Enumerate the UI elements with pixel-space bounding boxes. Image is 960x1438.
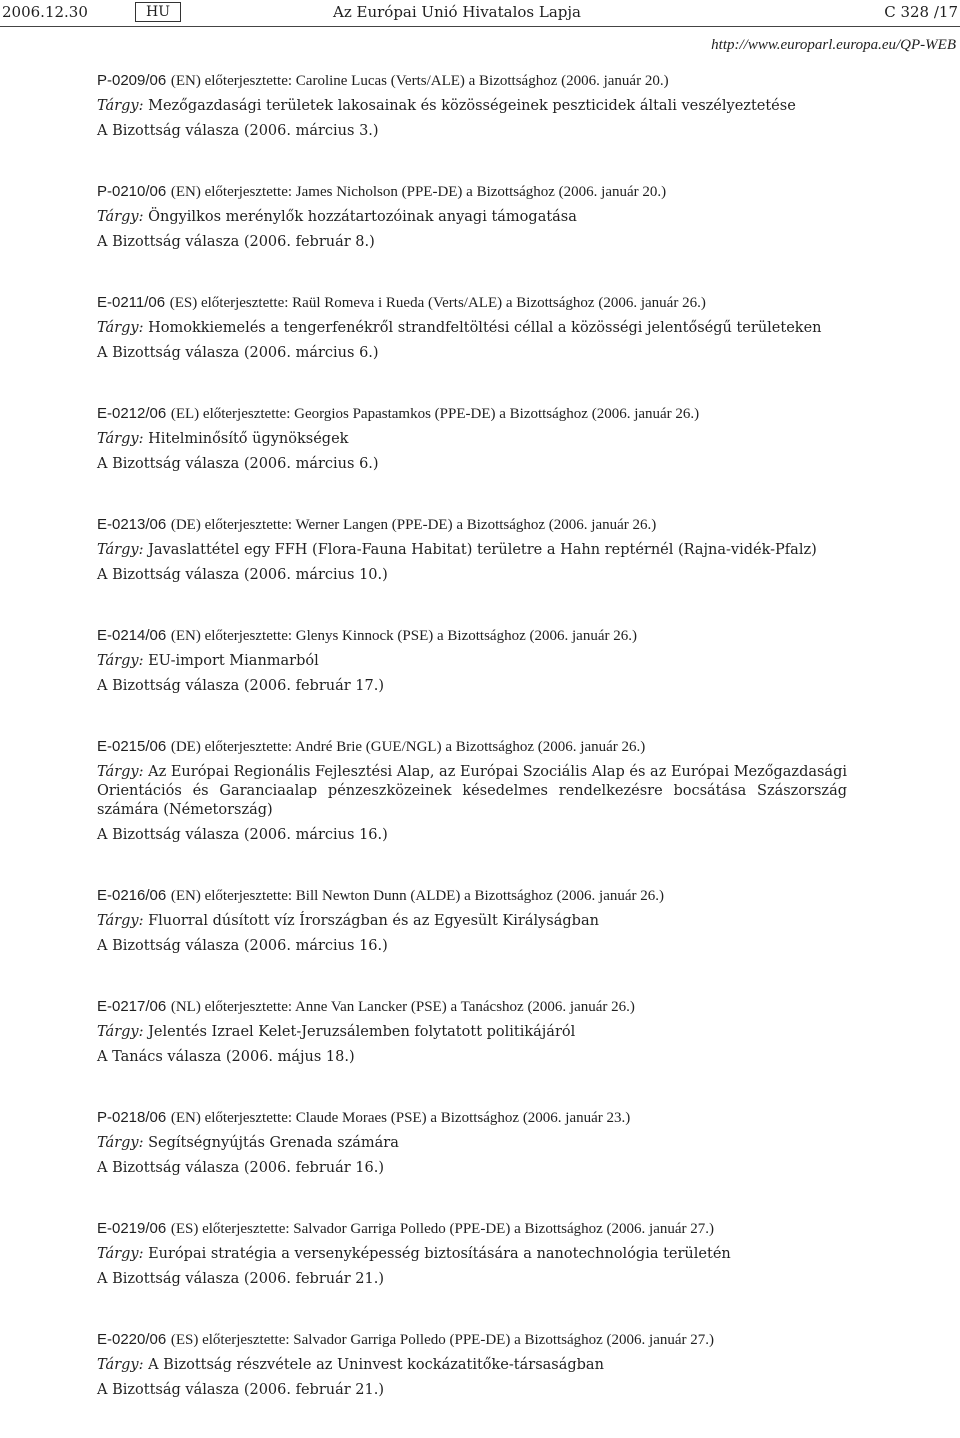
question-author: (ES) előterjesztette: Salvador Garriga Polledo (PPE-DE) a Bizottsághoz (2006. január 27.) xyxy=(170,1221,715,1237)
question-ref: E-0211/06 xyxy=(97,294,166,311)
question-entry xyxy=(97,512,847,588)
question-entry xyxy=(97,68,847,144)
question-author: (DE) előterjesztette: Werner Langen (PPE-DE) a Bizottsághoz (2006. január 26.) xyxy=(170,517,657,533)
subject-text: Jelentés Izrael Kelet-Jeruzsálemben folytatott politikájáról xyxy=(148,1024,576,1040)
question-ref: P-0218/06 xyxy=(97,1109,167,1126)
answer-line: A Bizottság válasza (2006. február 17.) xyxy=(97,678,385,694)
question-entry xyxy=(97,1327,847,1403)
subject-label: Tárgy: xyxy=(97,913,144,929)
subject-label: Tárgy: xyxy=(97,431,144,447)
answer-line: A Bizottság válasza (2006. február 8.) xyxy=(97,234,375,250)
answer-line: A Bizottság válasza (2006. március 16.) xyxy=(97,827,388,843)
subject-label: Tárgy: xyxy=(97,320,144,336)
question-header xyxy=(97,512,847,538)
question-subject xyxy=(97,316,847,341)
answer-line: A Bizottság válasza (2006. március 16.) xyxy=(97,938,388,954)
question-entry xyxy=(97,401,847,477)
answer-line: A Bizottság válasza (2006. február 21.) xyxy=(97,1382,385,1398)
subject-text: Javaslattétel egy FFH (Flora-Fauna Habitat) területre a Hahn reptérnél (Rajna-vidék-Pfalz) xyxy=(148,542,817,558)
answer-line: A Bizottság válasza (2006. február 21.) xyxy=(97,1271,385,1287)
question-ref: E-0220/06 xyxy=(97,1331,167,1348)
question-header xyxy=(97,1216,847,1242)
question-ref: E-0215/06 xyxy=(97,738,167,755)
question-header xyxy=(97,1327,847,1353)
question-header xyxy=(97,623,847,649)
subject-label: Tárgy: xyxy=(97,1357,144,1373)
header-rule xyxy=(0,26,960,27)
language-code-box: HU xyxy=(135,2,181,22)
journal-title: Az Európai Unió Hivatalos Lapja xyxy=(333,3,581,21)
question-entry xyxy=(97,290,847,366)
publication-date: 2006.12.30 xyxy=(2,3,88,21)
question-subject xyxy=(97,205,847,230)
subject-text: Mezőgazdasági területek lakosainak és közösségeinek peszticidek általi veszélyeztetése xyxy=(148,98,796,114)
question-ref: E-0217/06 xyxy=(97,998,167,1015)
question-ref: E-0214/06 xyxy=(97,627,167,644)
subject-label: Tárgy: xyxy=(97,1024,144,1040)
question-ref: E-0216/06 xyxy=(97,887,167,904)
question-author: (NL) előterjesztette: Anne Van Lancker (PSE) a Tanácshoz (2006. január 26.) xyxy=(170,999,635,1015)
question-header xyxy=(97,179,847,205)
question-entry xyxy=(97,734,847,848)
question-entry xyxy=(97,1105,847,1181)
question-author: (EN) előterjesztette: Glenys Kinnock (PSE) a Bizottsághoz (2006. január 26.) xyxy=(170,628,637,644)
question-subject xyxy=(97,94,847,119)
question-author: (EN) előterjesztette: James Nicholson (PPE-DE) a Bizottsághoz (2006. január 20.) xyxy=(170,184,667,200)
question-header xyxy=(97,68,847,94)
question-header xyxy=(97,994,847,1020)
question-header xyxy=(97,1105,847,1131)
question-subject xyxy=(97,909,847,934)
answer-line: A Bizottság válasza (2006. március 10.) xyxy=(97,567,388,583)
question-ref: P-0209/06 xyxy=(97,72,167,89)
question-header xyxy=(97,290,847,316)
question-author: (EL) előterjesztette: Georgios Papastamkos (PPE-DE) a Bizottsághoz (2006. január 26.) xyxy=(170,406,700,422)
question-entry xyxy=(97,623,847,699)
question-entry xyxy=(97,1216,847,1292)
question-ref: E-0213/06 xyxy=(97,516,167,533)
question-entry xyxy=(97,179,847,255)
answer-line: A Tanács válasza (2006. május 18.) xyxy=(97,1049,355,1065)
answer-line: A Bizottság válasza (2006. március 6.) xyxy=(97,345,379,361)
question-header xyxy=(97,734,847,760)
subject-label: Tárgy: xyxy=(97,653,144,669)
subject-label: Tárgy: xyxy=(97,764,144,780)
subject-label: Tárgy: xyxy=(97,542,144,558)
subject-label: Tárgy: xyxy=(97,1135,144,1151)
question-subject xyxy=(97,538,847,563)
subject-text: Segítségnyújtás Grenada számára xyxy=(148,1135,399,1151)
question-author: (EN) előterjesztette: Claude Moraes (PSE) a Bizottsághoz (2006. január 23.) xyxy=(170,1110,631,1126)
question-subject xyxy=(97,1131,847,1156)
question-author: (ES) előterjesztette: Salvador Garriga Polledo (PPE-DE) a Bizottsághoz (2006. január 27.) xyxy=(170,1332,715,1348)
subject-text: Homokkiemelés a tengerfenékről strandfeltöltési céllal a közösségi jelentőségű területeken xyxy=(148,320,822,336)
question-subject xyxy=(97,760,847,823)
question-list xyxy=(97,68,847,1438)
subject-label: Tárgy: xyxy=(97,1246,144,1262)
page-reference: C 328 /17 xyxy=(884,3,958,21)
question-header xyxy=(97,401,847,427)
question-author: (DE) előterjesztette: André Brie (GUE/NGL) a Bizottsághoz (2006. január 26.) xyxy=(170,739,646,755)
question-ref: E-0212/06 xyxy=(97,405,167,422)
question-author: (EN) előterjesztette: Caroline Lucas (Verts/ALE) a Bizottsághoz (2006. január 20.) xyxy=(170,73,669,89)
subject-text: EU-import Mianmarból xyxy=(148,653,319,669)
question-entry xyxy=(97,994,847,1070)
question-author: (EN) előterjesztette: Bill Newton Dunn (ALDE) a Bizottsághoz (2006. január 26.) xyxy=(170,888,665,904)
answer-line: A Bizottság válasza (2006. március 6.) xyxy=(97,456,379,472)
question-subject xyxy=(97,1242,847,1267)
question-ref: E-0219/06 xyxy=(97,1220,167,1237)
question-subject xyxy=(97,427,847,452)
question-author: (ES) előterjesztette: Raül Romeva i Rueda (Verts/ALE) a Bizottsághoz (2006. január 26.) xyxy=(169,295,706,311)
subject-text: Hitelminősítő ügynökségek xyxy=(148,431,349,447)
question-subject xyxy=(97,1020,847,1045)
page-header xyxy=(0,0,960,30)
answer-line: A Bizottság válasza (2006. március 3.) xyxy=(97,123,379,139)
source-url[interactable]: http://www.europarl.europa.eu/QP-WEB xyxy=(711,37,956,53)
subject-label: Tárgy: xyxy=(97,209,144,225)
subject-text: Az Európai Regionális Fejlesztési Alap, az Európai Szociális Alap és az Európai Mezőgazdasági Orientációs és Garanciaalap pénzeszközeinek késedelmes rendelkezésre bocsátása Szászország számára (Németország) xyxy=(97,764,847,818)
question-ref: P-0210/06 xyxy=(97,183,167,200)
question-subject xyxy=(97,649,847,674)
subject-label: Tárgy: xyxy=(97,98,144,114)
subject-text: A Bizottság részvétele az Uninvest kockázatitőke-társaságban xyxy=(148,1357,604,1373)
question-header xyxy=(97,883,847,909)
subject-text: Fluorral dúsított víz Írországban és az Egyesült Királyságban xyxy=(148,913,599,929)
question-subject xyxy=(97,1353,847,1378)
answer-line: A Bizottság válasza (2006. február 16.) xyxy=(97,1160,385,1176)
subject-text: Öngyilkos merénylők hozzátartozóinak anyagi támogatása xyxy=(148,209,577,225)
question-entry xyxy=(97,883,847,959)
subject-text: Európai stratégia a versenyképesség biztosítására a nanotechnológia területén xyxy=(148,1246,731,1262)
